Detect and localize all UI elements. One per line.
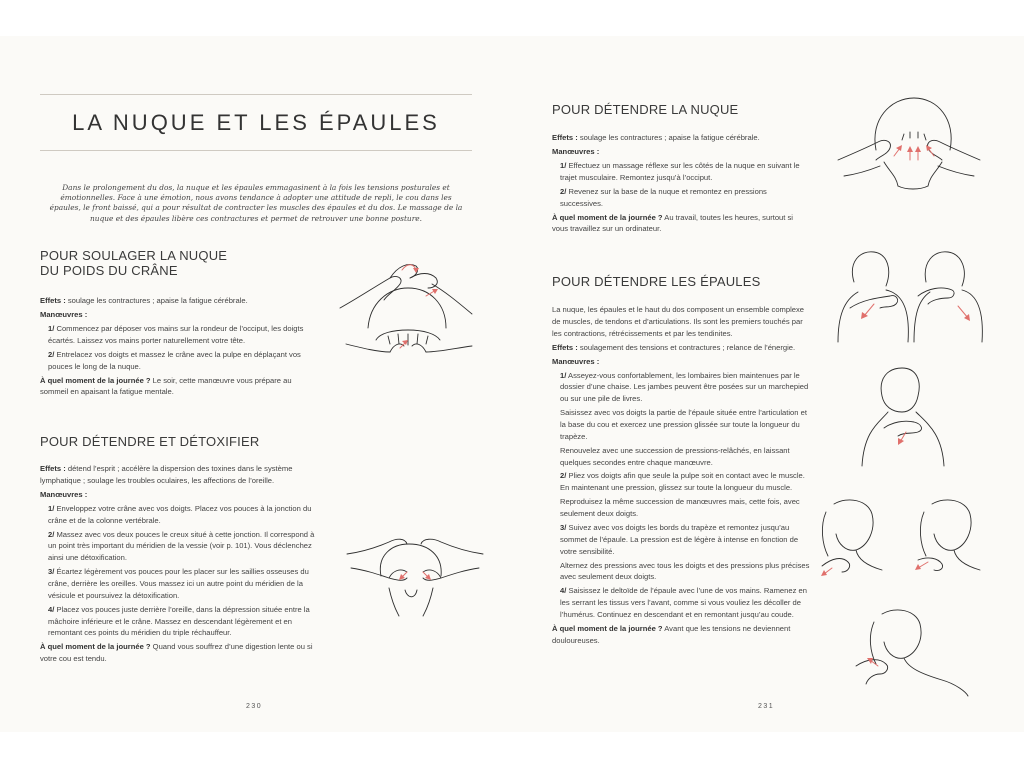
step-item (40, 323, 320, 347)
right-page (512, 36, 1024, 732)
manoeuvres-line (40, 309, 320, 321)
step-text: Massez avec vos deux pouces le creux situé à cette jonction. Il correspond à un point très important du méridien de la vessie (voir p. 101). Vous déclenchez ainsi une détoxification. (48, 529, 315, 563)
effets-text: soulage les contractures ; apaise la fatigue cérébrale. (65, 296, 248, 305)
manoeuvres-label: Manœuvres : (552, 146, 600, 156)
illustration-neck-massage (834, 90, 984, 200)
step-number: 2/ (560, 186, 567, 196)
step-text: Revenez sur la base de la nuque et remontez en pressions successives. (560, 186, 767, 208)
moment-text: Avant que les tensions ne deviennent douloureuses. (552, 623, 791, 645)
effets-text: soulage les contractures ; apaise la fatigue cérébrale. (577, 133, 760, 142)
step-item (40, 503, 320, 527)
effets-text: soulagement des tensions et contractures ; relance de l’énergie. (577, 342, 796, 352)
step-item (552, 522, 810, 557)
section-heading-detendre-epaules: POUR DÉTENDRE LES ÉPAULES (552, 274, 761, 289)
effets-line (40, 295, 320, 307)
heading-line-1: POUR SOULAGER LA NUQUE (40, 248, 228, 263)
step-text: Asseyez-vous confortablement, les lombaires bien maintenues par le dossier d’une chaise. Les jambes peuvent être posées sur un marchepied ou sur une pile de livres. (560, 370, 809, 404)
step-number: 3/ (48, 567, 55, 577)
step-item (552, 585, 810, 620)
effets-line (552, 342, 810, 354)
step-text: Pliez vos doigts afin que seule la pulpe soit en contact avec le muscle. En maintenant une pression, glissez sur toute la longueur du muscle. (560, 471, 805, 493)
step-text: Reproduisez la même succession de manœuvres mais, cette fois, avec seulement deux doigts. (560, 497, 800, 519)
illustration-shoulder-pressure (858, 366, 958, 476)
step-text: Effectuez un massage réflexe sur les côtés de la nuque en suivant le trajet musculaire. Remontez jusqu’à l’occiput. (560, 160, 800, 182)
moment-label: À quel moment de la journée ? (552, 623, 663, 633)
step-text: Enveloppez votre crâne avec vos doigts. Placez vos pouces à la jonction du crâne et de la colonne vertébrale. (48, 503, 312, 525)
step-number: 1/ (48, 323, 55, 333)
moment-line (552, 212, 810, 236)
section-heading-detoxifier: POUR DÉTENDRE ET DÉTOXIFIER (40, 434, 260, 449)
manoeuvres-line (40, 489, 320, 501)
manoeuvres-label: Manœuvres : (40, 309, 88, 319)
section-intro: La nuque, les épaules et le haut du dos composent un ensemble complexe de muscles, de tendons et d’articulations. Ils sont les premiers touchés par les contractions, rétrécissements et par les tendinites. (552, 305, 805, 338)
title-rule-bottom (40, 150, 472, 151)
page-number: 230 (246, 703, 263, 710)
step-number: 2/ (560, 471, 567, 481)
moment-line (552, 623, 810, 647)
illustration-hands-on-head (338, 248, 478, 363)
left-page (0, 36, 512, 732)
title-rule-top (40, 94, 472, 95)
effets-text: détend l’esprit ; accélère la dispersion des toxines dans le système lymphatique ; soulage les troubles oculaires, les affections de l’oreille. (40, 464, 293, 485)
manoeuvres-label: Manœuvres : (40, 489, 88, 499)
effets-label: Effets : (552, 133, 578, 142)
section-body-detoxifier (40, 463, 320, 667)
step-item (40, 349, 320, 373)
step-text: Écartez légèrement vos pouces pour les placer sur les saillies osseuses du crâne, derrière les oreilles. Vous massez ici un autre point du méridien de la vésicule et poursuivez la détoxification. (48, 567, 309, 600)
moment-label: À quel moment de la journée ? (40, 642, 151, 652)
moment-label: À quel moment de la journée ? (40, 375, 151, 385)
effets-line (552, 132, 810, 144)
step-item (40, 529, 320, 564)
step-item (552, 560, 810, 584)
step-number: 4/ (560, 586, 567, 596)
effets-label: Effets : (40, 296, 66, 305)
step-text: Renouvelez avec une succession de pressions-relâchés, en laissant quelques secondes entre chaque manœuvre. (560, 445, 790, 467)
step-item (552, 496, 810, 520)
section-heading-soulager (40, 248, 270, 278)
moment-label: À quel moment de la journée ? (552, 212, 663, 222)
step-text: Saisissez avec vos doigts la partie de l’épaule située entre l’articulation et la base du cou et exercez une pression glissée sur toute la longueur du trapèze. (560, 408, 807, 441)
step-text: Placez vos pouces juste derrière l’oreille, dans la dépression située entre la mâchoire inférieure et le crâne. Massez en descendant légèrement et en remontant ces points du méridien du triple réchauffeur. (48, 604, 310, 638)
section-body-detendre-nuque (552, 132, 810, 237)
step-number: 2/ (48, 529, 55, 539)
step-number: 1/ (560, 160, 567, 170)
step-item (40, 566, 320, 601)
illustration-shoulder-grip-pair (834, 246, 984, 346)
illustration-deltoid-grip (852, 606, 972, 696)
step-text: Entrelacez vos doigts et massez le crâne avec la pulpe en déplaçant vos pouces le long de la nuque. (48, 349, 301, 371)
moment-line (40, 375, 320, 399)
heading-line-2: DU POIDS DU CRÂNE (40, 263, 178, 278)
step-text: Commencez par déposer vos mains sur la rondeur de l’occiput, les doigts écartés. Laissez vos mains porter naturellement votre tête. (48, 323, 304, 345)
step-item (552, 160, 810, 184)
section-heading-detendre-nuque: POUR DÉTENDRE LA NUQUE (552, 102, 739, 117)
step-number: 1/ (560, 370, 567, 380)
page-number: 231 (758, 703, 775, 710)
moment-text: Au travail, toutes les heures, surtout si vous travaillez sur un ordinateur. (552, 212, 793, 234)
effets-line (40, 463, 320, 487)
section-body-detendre-epaules (552, 304, 810, 649)
step-text: Alternez des pressions avec tous les doigts et des pressions plus précises avec seulement deux doigts. (560, 560, 810, 582)
manoeuvres-line (552, 356, 810, 368)
moment-text: Le soir, cette manœuvre vous prépare au sommeil en apaisant la fatigue mentale. (40, 375, 292, 397)
step-number: 3/ (560, 523, 567, 533)
page-title: LA NUQUE ET LES ÉPAULES (72, 110, 440, 135)
manoeuvres-label: Manœuvres : (552, 356, 600, 366)
step-number: 4/ (48, 604, 55, 614)
effets-label: Effets : (40, 464, 66, 473)
moment-line (40, 641, 320, 665)
manoeuvres-line (552, 146, 810, 158)
step-number: 1/ (48, 503, 55, 513)
step-item (552, 407, 810, 442)
step-item (552, 445, 810, 469)
step-item (552, 370, 810, 405)
step-item (552, 186, 810, 210)
step-item (40, 604, 320, 639)
step-text: Suivez avec vos doigts les bords du trapèze et remontez jusqu’au sommet de l’épaule. La pression est de légère à intense en fonction de votre sensibilité. (560, 523, 799, 556)
moment-text: Quand vous souffrez d’une digestion lente ou si votre cou est tendu. (40, 642, 313, 664)
intro-paragraph: Dans le prolongement du dos, la nuque et les épaules emmagasinent à la fois les tensions posturales et émotionnelles. Face à une émotion, nous avons tendance à adopter une attitude de repli, le cou dans les épaules, le front baissé, qui a pour résultat de contracter les muscles des épaules et du dos. Le massage de la nuque et des épaules libère ces contractures et permet de retrouver une bonne posture. (49, 183, 463, 223)
illustration-side-profile-pair (812, 496, 992, 586)
step-item (552, 470, 810, 494)
step-number: 2/ (48, 349, 55, 359)
section-body-soulager (40, 295, 320, 400)
step-text: Saisissez le deltoïde de l’épaule avec l’une de vos mains. Ramenez en les serrant les tissus vers l’avant, comme si vous vouliez les décoller de l’humérus. Continuez en descendant et en remontant jusqu’au coude. (560, 586, 807, 619)
illustration-thumbs-at-nape (345, 508, 485, 618)
effets-label: Effets : (552, 342, 578, 352)
